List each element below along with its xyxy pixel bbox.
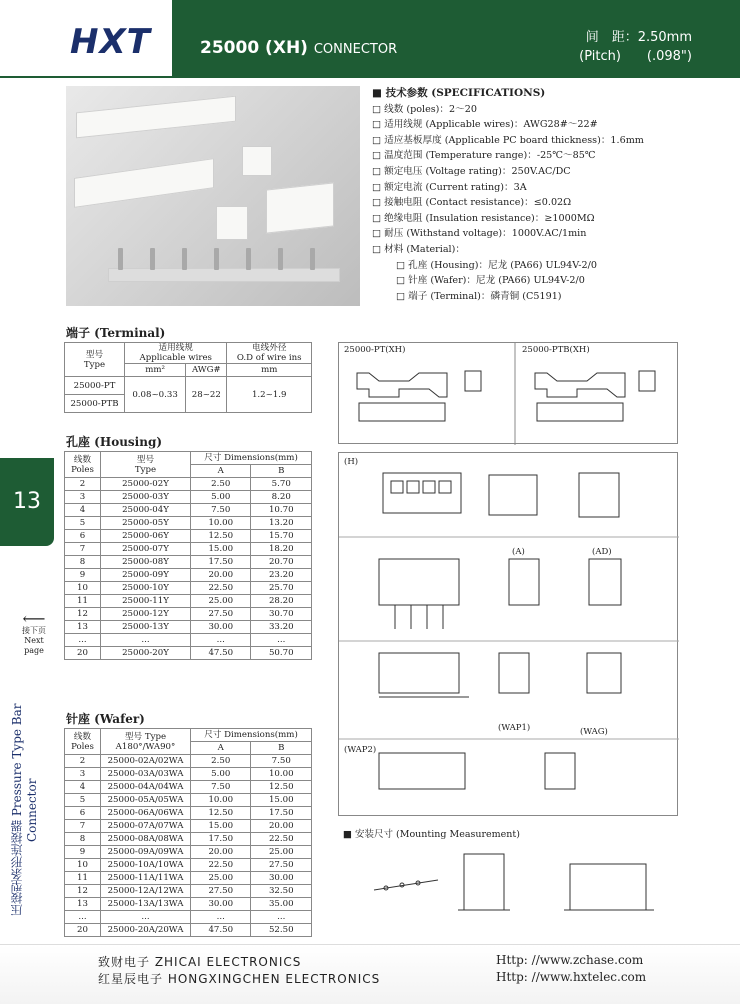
table-cell: 35.00 [251,898,312,911]
terminal-od: 1.2~1.9 [227,377,312,413]
table-row [65,794,312,807]
table-row [65,911,312,924]
th-type: 型号 Type [101,452,191,478]
table-cell: 25000-13Y [101,621,191,634]
table-cell: 22.50 [191,859,251,872]
table-cell: ... [191,911,251,924]
table-cell: 12.50 [251,781,312,794]
table-cell: 5 [65,517,101,530]
table-cell: 10 [65,859,101,872]
table-row [65,846,312,859]
page-header [0,0,740,78]
next-page[interactable] [14,609,54,656]
left-arrow-icon: ⟵ [22,609,46,628]
wafer-part [74,158,214,208]
table-cell: 5 [65,794,101,807]
unit-mm: mm [227,364,312,377]
wafer-angle-part [266,182,334,233]
table-cell: 15.00 [191,820,251,833]
table-cell: ... [101,634,191,647]
table-cell: 25000-08Y [101,556,191,569]
table-row [65,755,312,768]
table-cell: 10.00 [251,768,312,781]
table-cell: ... [251,634,312,647]
table-cell: 30.70 [251,608,312,621]
table-cell: ... [191,634,251,647]
table-row [65,582,312,595]
table-cell: 7.50 [191,504,251,517]
table-cell: 22.50 [251,833,312,846]
table-cell: 47.50 [191,924,251,937]
table-cell: 13 [65,621,101,634]
page-title [200,38,397,58]
table-row [65,833,312,846]
table-cell: ... [65,911,101,924]
terminal-strip [108,268,340,282]
table-cell: 2.50 [191,755,251,768]
pitch-cn: 间 距：2.50mm [585,30,692,45]
url-hxtelec[interactable]: Http: //www.hxtelec.com [496,970,647,984]
table-cell: 7 [65,820,101,833]
terminal-type: 25000-PT [65,377,125,395]
small-housing [242,146,272,176]
table-cell: 6 [65,807,101,820]
table-cell: 25000-12A/12WA [101,885,191,898]
table-cell: 5.00 [191,768,251,781]
table-row [65,807,312,820]
table-row [65,781,312,794]
th-poles: 线数 Poles [65,729,101,755]
table-row [65,647,312,660]
table-cell: 25000-05A/05WA [101,794,191,807]
table-cell: 25000-07A/07WA [101,820,191,833]
table-cell: 9 [65,569,101,582]
material-item: □ 端子 (Terminal)：磷青铜 (C5191) [396,290,562,302]
table-cell: 50.70 [251,647,312,660]
spec-item: □ 适应基板厚度 (Applicable PC board thickness)：1.6mm [372,134,644,146]
table-cell: 20.00 [251,820,312,833]
th-b: B [251,465,312,478]
terminal-type: 25000-PTB [65,395,125,413]
housing-title: 孔座 (Housing) [66,435,163,449]
spec-item: □ 耐压 (Withstand voltage)：1000V.AC/1min [372,228,587,240]
table-cell: 30.00 [251,872,312,885]
th-od: 电线外径 O.D of wire ins [227,343,312,364]
material-item: □ 孔座 (Housing)：尼龙 (PA66) UL94V-2/0 [396,259,597,271]
table-cell: 25000-20Y [101,647,191,660]
table-cell: 25000-02A/02WA [101,755,191,768]
table-cell: ... [65,634,101,647]
th-poles: 线数 Poles [65,452,101,478]
unit-awg: AWG# [186,364,227,377]
table-cell: 8.20 [251,491,312,504]
table-cell: 25000-09A/09WA [101,846,191,859]
table-cell: 7.50 [251,755,312,768]
table-cell: 12 [65,608,101,621]
terminal-drawing-panel [338,342,678,444]
spec-item: □ 接触电阻 (Contact resistance)：≤0.02Ω [372,197,572,209]
page-footer [0,944,740,1004]
table-cell: 7 [65,543,101,556]
table-cell: 25000-11A/11WA [101,872,191,885]
table-cell: 25000-05Y [101,517,191,530]
table-cell: 10.00 [191,794,251,807]
spec-item: □ 材料 (Material)： [372,243,465,255]
table-cell: 15.70 [251,530,312,543]
table-cell: 5.00 [191,491,251,504]
table-cell: 2 [65,478,101,491]
table-cell: 25.00 [251,846,312,859]
url-zchase[interactable]: Http: //www.zchase.com [496,953,644,967]
spec-item: □ 额定电流 (Current rating)：3A [372,181,527,193]
terminal-pin [278,248,283,270]
table-cell: 4 [65,504,101,517]
pitch-info [579,28,692,66]
housing-part [76,96,236,139]
table-cell: 25000-03Y [101,491,191,504]
title-main: 25000 (XH) [200,38,308,58]
th-a: A [191,465,251,478]
logo-box [0,0,172,78]
material-item: □ 针座 (Wafer)：尼龙 (PA66) UL94V-2/0 [396,275,585,287]
spec-item: □ 线数 (poles)：2～20 [372,103,477,115]
table-cell: 11 [65,595,101,608]
table-cell: 25000-06A/06WA [101,807,191,820]
table-row [65,621,312,634]
wap2-label: (WAP2) [344,745,377,755]
table-cell: 17.50 [191,833,251,846]
wag-label: (WAG) [580,727,608,737]
housing-table [64,451,312,660]
th-dim: 尺寸 Dimensions(mm) [191,452,312,465]
table-cell: 30.00 [191,621,251,634]
pt-label: 25000-PT(XH) [344,345,406,355]
table-cell: 27.50 [191,885,251,898]
table-cell: 32.50 [251,885,312,898]
terminal-pin [246,248,251,270]
spec-item: □ 绝缘电阻 (Insulation resistance)：≥1000MΩ [372,212,595,224]
ad-label: (AD) [592,547,612,557]
table-row [65,595,312,608]
table-cell: 22.50 [191,582,251,595]
table-cell: 12 [65,885,101,898]
mounting-panel [338,824,678,940]
title-bar [172,0,740,78]
table-row [65,543,312,556]
table-cell: 5.70 [251,478,312,491]
table-cell: 25000-03A/03WA [101,768,191,781]
th-wires: 适用线规 Applicable wires [125,343,227,364]
table-cell: 12.50 [191,807,251,820]
th-b: B [251,742,312,755]
table-cell: 28.20 [251,595,312,608]
table-row [65,478,312,491]
table-cell: 27.50 [191,608,251,621]
wap1-label: (WAP1) [498,723,531,733]
terminal-pin [118,248,123,270]
terminal-pin [150,248,155,270]
table-cell: 6 [65,530,101,543]
table-row [65,924,312,937]
table-row [65,898,312,911]
table-cell: 12.50 [191,530,251,543]
table-cell: ... [101,911,191,924]
table-cell: 7.50 [191,781,251,794]
ptb-label: 25000-PTB(XH) [522,345,590,355]
a-label: (A) [512,547,525,557]
table-cell: 33.20 [251,621,312,634]
housing-wafer-drawing-panel [338,452,678,816]
terminal-mm2: 0.08~0.33 [125,377,186,413]
product-photo [66,86,360,306]
table-row [65,504,312,517]
spec-item: □ 温度范围 (Temperature range)：-25℃～85℃ [372,150,596,162]
table-cell: 25000-09Y [101,569,191,582]
table-row [65,634,312,647]
table-cell: 11 [65,872,101,885]
company-zhicai: 致财电子 ZHICAI ELECTRONICS [98,955,302,969]
table-cell: 20.70 [251,556,312,569]
terminal-title: 端子 (Terminal) [66,326,166,340]
table-row [65,517,312,530]
table-cell: 23.20 [251,569,312,582]
table-cell: 25.00 [191,595,251,608]
table-cell: 25000-10Y [101,582,191,595]
terminal-pin [182,248,187,270]
terminal-table [64,342,312,413]
table-cell: 30.00 [191,898,251,911]
table-cell: 8 [65,833,101,846]
mounting-drawing [338,824,678,940]
th-a: A [191,742,251,755]
hxt-logo: HXT [70,22,151,62]
table-cell: 3 [65,768,101,781]
table-cell: 25000-08A/08WA [101,833,191,846]
table-cell: 2 [65,755,101,768]
next-en: Next page [24,636,44,655]
unit-mm2: mm² [125,364,186,377]
table-cell: 10 [65,582,101,595]
table-cell: 25000-06Y [101,530,191,543]
terminal-drawing [339,343,679,445]
company-hongxingchen: 红星辰电子 HONGXINGCHEN ELECTRONICS [98,972,381,986]
mount-label: ■ 安装尺寸 (Mounting Measurement) [342,826,521,840]
table-cell: 2.50 [191,478,251,491]
table-row [65,556,312,569]
table-cell: 10.70 [251,504,312,517]
table-cell: 27.50 [251,859,312,872]
table-row [65,820,312,833]
table-cell: 25000-02Y [101,478,191,491]
table-cell: 3 [65,491,101,504]
table-cell: 25000-04A/04WA [101,781,191,794]
h-label: (H) [344,457,359,467]
table-cell: 25000-04Y [101,504,191,517]
th-type: 型号 Type A180°/WA90° [101,729,191,755]
table-cell: 13 [65,898,101,911]
table-cell: 18.20 [251,543,312,556]
next-cn: 接下页 [22,626,46,635]
specifications [372,86,712,304]
table-cell: 52.50 [251,924,312,937]
table-row [65,530,312,543]
housing-wafer-drawing [339,453,679,817]
table-cell: 20.00 [191,569,251,582]
table-cell: 4 [65,781,101,794]
wafer-table [64,728,312,937]
title-sub: CONNECTOR [313,42,398,57]
th-dim: 尺寸 Dimensions(mm) [191,729,312,742]
th-type: 型号 Type [65,343,125,377]
table-cell: 25000-12Y [101,608,191,621]
table-cell: 20 [65,647,101,660]
table-row [65,885,312,898]
table-cell: 15.00 [251,794,312,807]
table-cell: 17.50 [191,556,251,569]
specs-heading: ■ 技术参数 (SPECIFICATIONS) [372,87,546,99]
table-cell: 25000-13A/13WA [101,898,191,911]
spec-item: □ 适用线规 (Applicable wires)：AWG28#～22# [372,119,598,131]
small-wafer [216,206,248,240]
table-row [65,768,312,781]
terminal-awg: 28~22 [186,377,227,413]
spec-item: □ 额定电压 (Voltage rating)：250V.AC/DC [372,165,571,177]
wafer-title: 针座 (Wafer) [66,712,145,726]
table-cell: 20.00 [191,846,251,859]
table-cell: 47.50 [191,647,251,660]
table-row [65,608,312,621]
table-cell: 15.00 [191,543,251,556]
table-cell: 25000-10A/10WA [101,859,191,872]
table-cell: 17.50 [251,807,312,820]
table-cell: 25000-07Y [101,543,191,556]
table-cell: 25000-20A/20WA [101,924,191,937]
table-cell: 9 [65,846,101,859]
table-row [65,872,312,885]
table-row [65,569,312,582]
page-number-tab: 13 [0,458,54,546]
table-row [65,859,312,872]
table-cell: 20 [65,924,101,937]
table-row [65,491,312,504]
table-cell: 25.70 [251,582,312,595]
terminal-pin [310,248,315,270]
table-cell: 25.00 [191,872,251,885]
table-cell: 13.20 [251,517,312,530]
table-cell: ... [251,911,312,924]
terminal-pin [214,248,219,270]
category-vertical-label: 压接型条形连接器 Pressure Type Bar Connector [10,703,39,917]
table-cell: 10.00 [191,517,251,530]
pitch-en: (Pitch) (.098") [579,49,692,64]
table-cell: 25000-11Y [101,595,191,608]
table-cell: 8 [65,556,101,569]
